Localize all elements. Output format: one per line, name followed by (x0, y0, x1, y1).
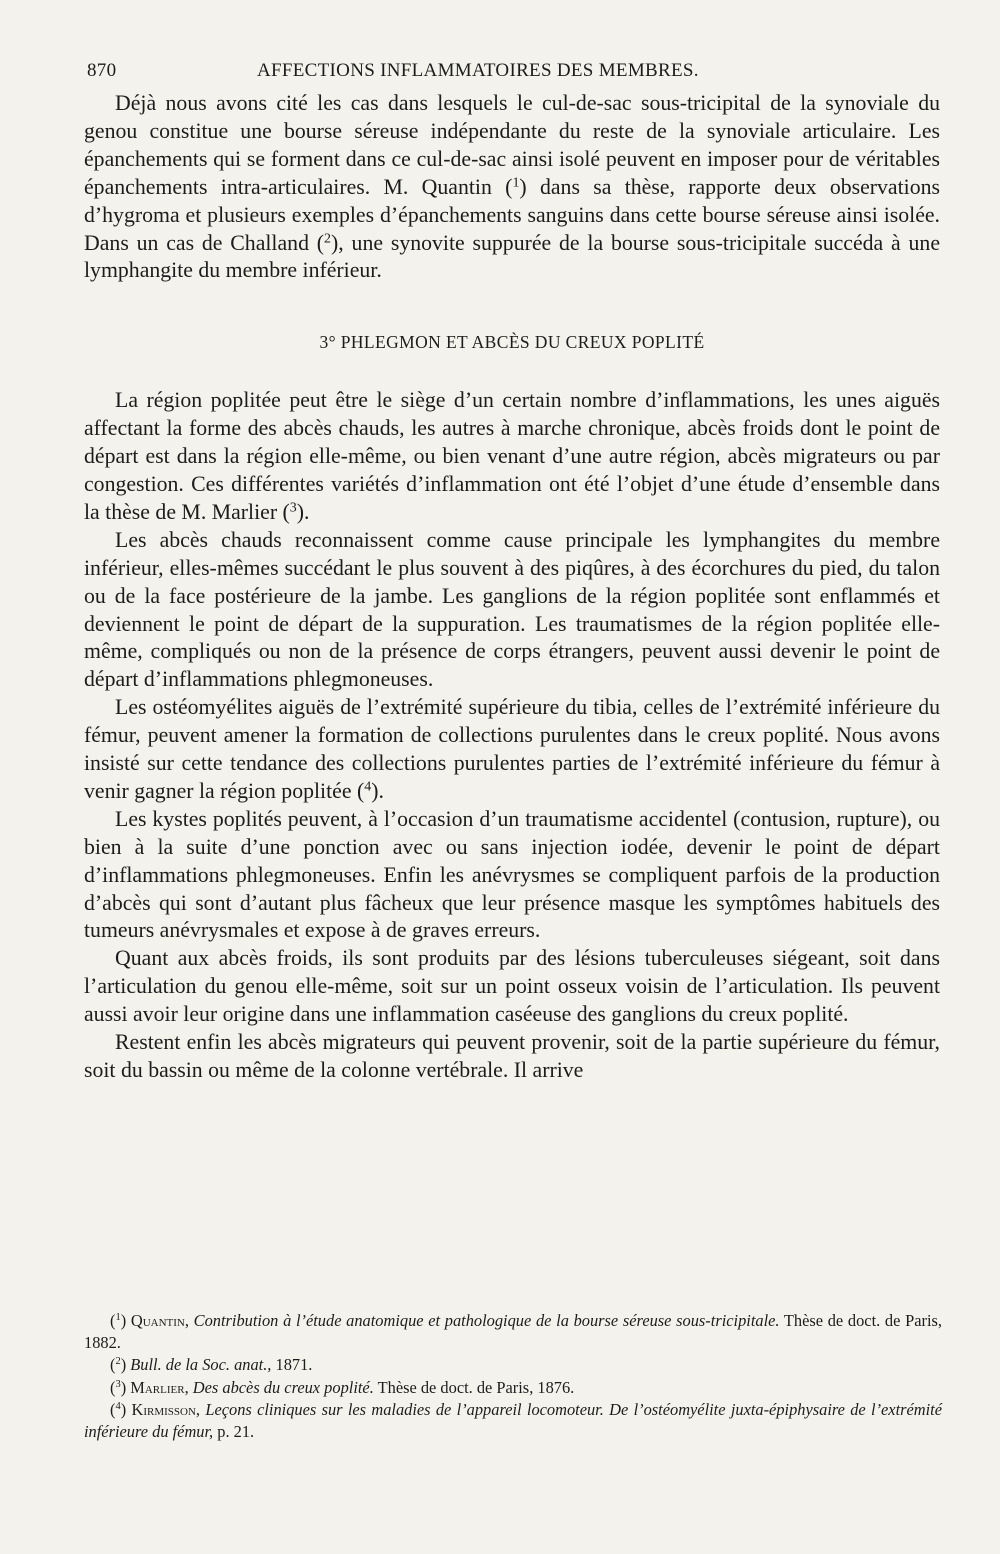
footnote-1: ($^1$) Quantin, Contribution à l’étude anatomique et pathologique de la bourse séreuse sous-tricipitale. Thèse de doct. de Paris, 1882. (84, 1311, 942, 1353)
footnote-ref[interactable]: 3 (289, 500, 297, 516)
paragraph: Les ostéomyélites aiguës de l’extrémité supérieure du tibia, celles de l’extrémité inférieure du fémur, peuvent amener la formation de collections purulentes dans le creux poplité. Nous avons insisté sur cette tendance des collections purulentes parties de l’extrémité inférieure du fémur à venir gagner la région poplitée ($^4$). (84, 695, 940, 803)
footnote-title: Leçons cliniques sur les maladies de l’appareil locomoteur. De l’ostéomyélite juxta-épiphysaire de l’extrémité inférieure du fémur, (84, 1399, 943, 1442)
footnote-title: Contribution à l’étude anatomique et pathologique de la bourse séreuse sous-tricipitale. (193, 1311, 780, 1330)
running-title: AFFECTIONS INFLAMMATOIRES DES MEMBRES. (257, 60, 699, 81)
footnote-ref[interactable]: 1 (512, 175, 520, 191)
paragraph: Les kystes poplités peuvent, à l’occasion d’un traumatisme accidentel (contusion, rupture), ou bien à la suite d’une ponction avec ou sans injection iodée, devenir le point de départ d’inflammations phlegmoneuses. Enfin les anévrysmes se compliquent parfois de la production d’abcès qui sont d’autant plus fâcheux que leur présence masque les symptômes habituels des tumeurs anévrysmales et expose à de graves erreurs. (84, 806, 940, 943)
section-heading: 3° PHLEGMON ET ABCÈS DU CREUX POPLITÉ (319, 332, 705, 353)
footnotes (84, 1310, 942, 1443)
footnote-4: ($^4$) Kirmisson, Leçons cliniques sur les maladies de l’appareil locomoteur. De l’ostéomyélite juxta-épiphysaire de l’extrémité inférieure du fémur, p. 21. (84, 1399, 943, 1442)
footnote-3: ($^3$) Marlier, Des abcès du creux poplité. Thèse de doct. de Paris, 1876. (110, 1377, 575, 1397)
paragraph: Quant aux abcès froids, ils sont produits par des lésions tuberculeuses siégeant, soit dans l’articulation du genou elle-même, soit sur un point osseux voisin de l’articulation. Ils peuvent aussi avoir leur origine dans une inflammation caséeuse des ganglions du creux poplité. (84, 946, 940, 1027)
main-text (84, 90, 940, 1085)
running-header (87, 60, 777, 90)
footnote-author: Quantin, (130, 1311, 189, 1330)
footnote-ref[interactable]: 4 (364, 779, 372, 795)
footnote-2: ($^2$) Bull. de la Soc. anat., 1871. (110, 1355, 313, 1375)
paragraph: Les abcès chauds reconnaissent comme cause principale les lymphangites du membre inférieur, elles-mêmes succédant le plus souvent à des piqûres, à des écorchures du pied, du talon ou de la face postérieure de la jambe. Les ganglions de la région poplitée sont enflammés et deviennent le point de départ de la suppuration. Les traumatismes de la région poplitée elle-même, compliqués ou non de la présence de corps étrangers, peuvent aussi devenir le point de départ d’inflammations phlegmoneuses. (84, 527, 940, 692)
paragraph-intro: Déjà nous avons cité les cas dans lesquels le cul-de-sac sous-tricipital de la synoviale du genou constitue une bourse séreuse indépendante du reste de la synoviale articulaire. Les épanchements qui se forment dans ce cul-de-sac ainsi isolé peuvent en imposer pour de véritables épanchements intra-articulaires. M. Quantin ($^1$) dans sa thèse, rapporte deux observations d’hygroma et plusieurs exemples d’épanchements sanguins dans cette bourse séreuse ainsi isolée. Dans un cas de Challand ($^2$), une synovite suppurée de la bourse sous-tricipitale succéda à une lymphangite du membre inférieur. (84, 91, 940, 283)
footnote-title: Bull. de la Soc. anat., (130, 1355, 272, 1375)
paragraph: La région poplitée peut être le siège d’un certain nombre d’inflammations, les unes aiguës affectant la forme des abcès chauds, les autres à marche chronique, abcès froids dont le point de départ est dans la région elle-même, ou bien venant d’une autre région, abcès migrateurs ou par congestion. Ces différentes variétés d’inflammation ont été l’objet d’une étude d’ensemble dans la thèse de M. Marlier ($^3$). (84, 388, 940, 524)
page-number: 870 (87, 60, 117, 81)
footnote-ref[interactable]: 2 (324, 230, 332, 246)
footnote-author: Marlier, (130, 1377, 189, 1397)
paragraph: Restent enfin les abcès migrateurs qui peuvent provenir, soit de la partie supérieure du fémur, soit du bassin ou même de la colonne vertébrale. Il arrive (84, 1030, 940, 1082)
footnote-title: Des abcès du creux poplité. (192, 1377, 374, 1397)
footnote-author: Kirmisson, (131, 1399, 201, 1419)
